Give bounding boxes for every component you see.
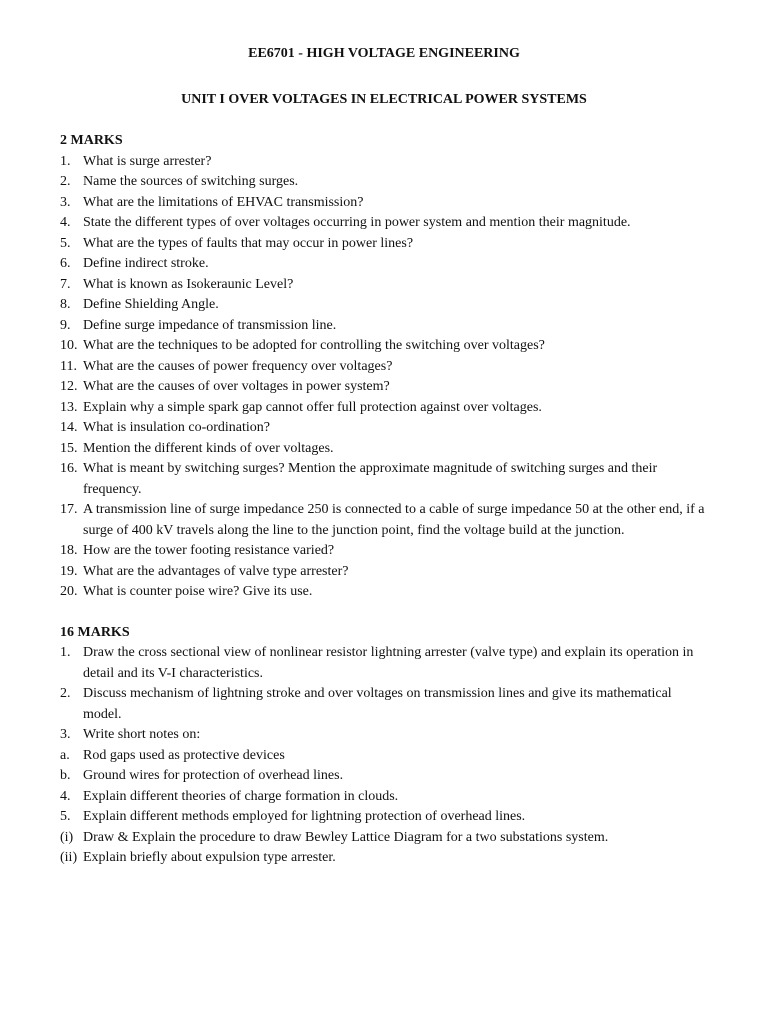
section-2-marks — [60, 131, 708, 603]
question-item — [60, 807, 708, 828]
question-text: Define surge impedance of transmission line. — [83, 317, 337, 333]
question-text: A transmission line of surge impedance 250 is connected to a cable of surge impedance 50 at the other end, if a surge of 400 kV travels along the line to the junction point, find the voltage build at the junction. — [83, 502, 709, 538]
question-text: Explain different theories of charge formation in clouds. — [83, 788, 399, 804]
question-text: Ground wires for protection of overhead lines. — [83, 768, 344, 783]
question-item — [60, 684, 708, 725]
question-text: What is known as Isokeraunic Level? — [83, 276, 294, 292]
question-item — [60, 234, 708, 255]
question-number: 12. — [60, 379, 78, 394]
question-item — [60, 377, 708, 398]
question-number: 10. — [60, 338, 78, 353]
question-text: Explain different methods employed for lightning protection of overhead lines. — [83, 809, 526, 824]
section-heading: 16 MARKS — [60, 624, 130, 640]
section-16-marks — [60, 623, 708, 869]
question-item — [60, 295, 708, 316]
unit-title: UNIT I OVER VOLTAGES IN ELECTRICAL POWER SYSTEMS — [181, 92, 587, 107]
question-item — [60, 316, 708, 337]
question-number: 2. — [60, 174, 71, 189]
question-item — [60, 439, 708, 460]
document-title: EE6701 - HIGH VOLTAGE ENGINEERING — [248, 46, 520, 61]
question-text: What are the causes of over voltages in power system? — [83, 379, 390, 394]
question-number: 4. — [60, 788, 71, 804]
question-item — [60, 766, 708, 787]
question-number: b. — [60, 768, 71, 783]
question-item — [60, 848, 708, 869]
question-text: State the different types of over voltages occurring in power system and mention their magnitude. — [83, 215, 631, 230]
question-number: a. — [60, 747, 70, 763]
question-number: 14. — [60, 420, 78, 435]
question-text: What are the techniques to be adopted for controlling the switching over voltages? — [83, 338, 545, 353]
question-number: 3. — [60, 194, 71, 210]
question-number: 16. — [60, 461, 78, 476]
question-number: 18. — [60, 543, 78, 558]
section-heading: 2 MARKS — [60, 133, 123, 148]
question-item — [60, 336, 708, 357]
question-number: (i) — [60, 829, 74, 845]
question-text: Define Shielding Angle. — [83, 297, 219, 312]
question-item — [60, 357, 708, 378]
question-item — [60, 275, 708, 296]
question-text: What is counter poise wire? Give its use. — [83, 584, 313, 599]
question-number: 17. — [60, 502, 78, 517]
question-number: 13. — [60, 399, 78, 415]
question-text: How are the tower footing resistance varied? — [83, 543, 335, 558]
question-number: 9. — [60, 317, 71, 333]
question-item — [60, 193, 708, 214]
question-item — [60, 213, 708, 234]
question-item — [60, 725, 708, 746]
question-item — [60, 562, 708, 583]
question-item — [60, 541, 708, 562]
question-item — [60, 254, 708, 275]
question-list — [60, 152, 708, 603]
question-item — [60, 459, 708, 500]
question-item — [60, 172, 708, 193]
question-item — [60, 746, 708, 767]
question-text: Draw & Explain the procedure to draw Bewley Lattice Diagram for a two substations system. — [83, 829, 609, 845]
question-number: 5. — [60, 809, 71, 824]
question-text: Discuss mechanism of lightning stroke and over voltages on transmission lines and give its mathematical model. — [83, 686, 676, 722]
question-text: What is meant by switching surges? Mention the approximate magnitude of switching surges and their frequency. — [83, 461, 665, 497]
question-number: (ii) — [60, 850, 78, 865]
question-item — [60, 398, 708, 419]
question-text: Rod gaps used as protective devices — [83, 747, 285, 763]
question-text: What are the types of faults that may occur in power lines? — [83, 235, 414, 251]
question-text: Name the sources of switching surges. — [83, 174, 299, 189]
question-number: 6. — [60, 256, 71, 271]
question-text: What is insulation co-ordination? — [83, 420, 271, 435]
question-item — [60, 787, 708, 808]
question-text: What are the causes of power frequency over voltages? — [83, 358, 393, 374]
question-text: Mention the different kinds of over voltages. — [83, 440, 334, 456]
question-item — [60, 582, 708, 603]
question-number: 1. — [60, 645, 71, 660]
question-number: 4. — [60, 215, 71, 230]
question-item — [60, 828, 708, 849]
question-item — [60, 500, 708, 541]
question-number: 19. — [60, 563, 78, 579]
question-text: What are the limitations of EHVAC transmission? — [83, 194, 364, 210]
question-number: 1. — [60, 153, 71, 169]
question-item — [60, 643, 708, 684]
question-text: Define indirect stroke. — [83, 256, 209, 271]
question-text: Explain briefly about expulsion type arrester. — [83, 850, 336, 865]
question-list — [60, 643, 708, 869]
question-text: What is surge arrester? — [83, 153, 212, 169]
question-number: 3. — [60, 727, 71, 742]
question-number: 7. — [60, 276, 71, 292]
question-text: What are the advantages of valve type arrester? — [83, 563, 349, 579]
question-text: Explain why a simple spark gap cannot offer full protection against over voltages. — [83, 399, 542, 415]
question-number: 5. — [60, 235, 71, 251]
question-item — [60, 152, 708, 173]
question-number: 20. — [60, 584, 78, 599]
question-item — [60, 418, 708, 439]
question-number: 2. — [60, 686, 71, 701]
question-number: 15. — [60, 440, 78, 456]
question-text: Write short notes on: — [83, 727, 201, 742]
question-number: 8. — [60, 297, 71, 312]
question-number: 11. — [60, 358, 77, 374]
question-text: Draw the cross sectional view of nonlinear resistor lightning arrester (valve type) and explain its operation in detail and its V-I characteristics. — [83, 645, 697, 681]
